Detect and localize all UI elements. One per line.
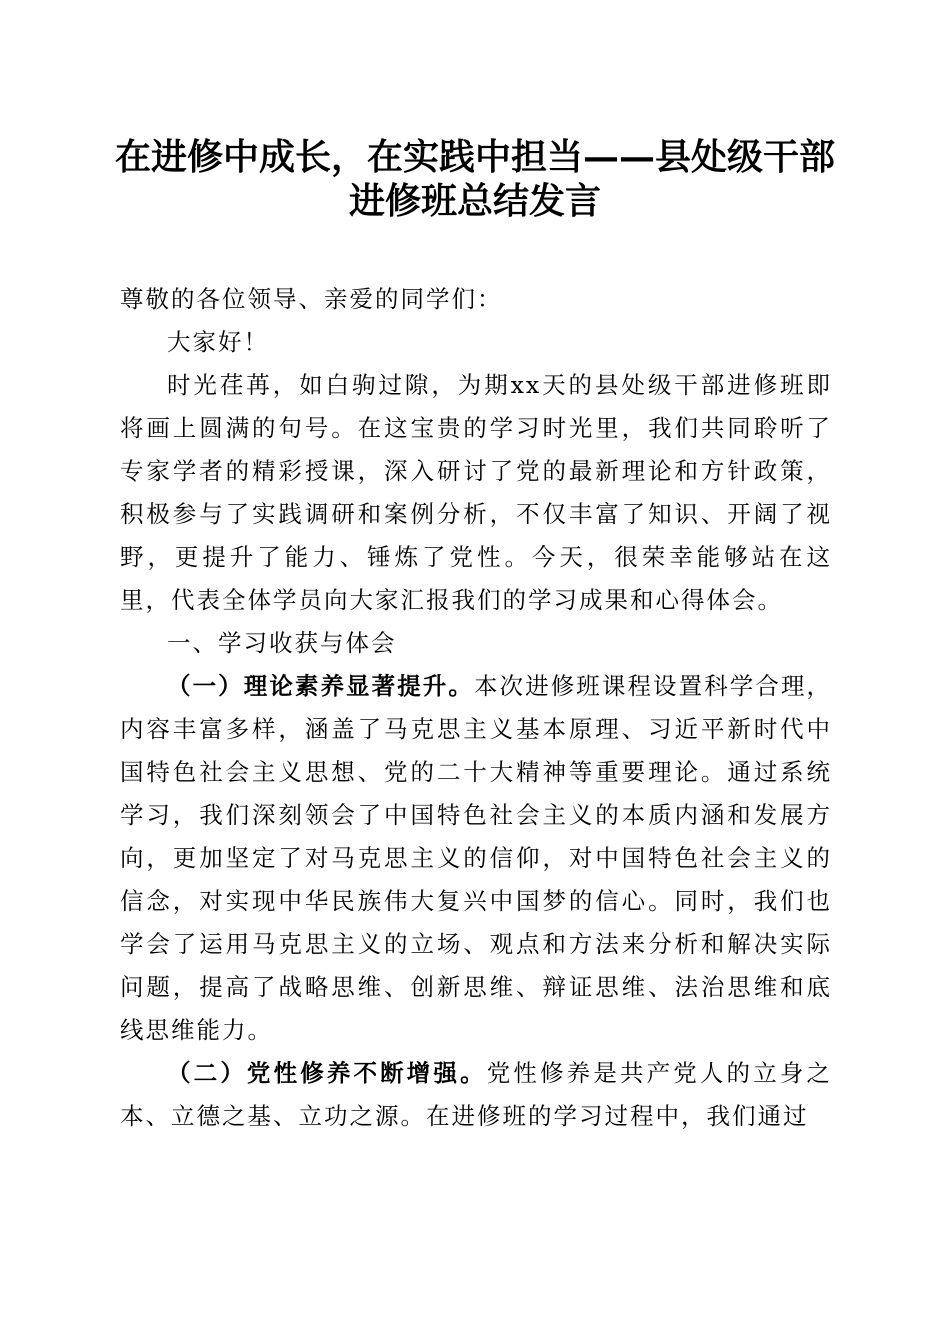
- greeting: 大家好！: [167, 328, 269, 356]
- subsection-2-lead: （二）党性修养不断增强。: [167, 1059, 487, 1087]
- subsection-1-text: 本次进修班课程设置科学合理，内容丰富多样，涵盖了马克思主义基本原理、习近平新时代中国特色社会主义思想、党的二十大精神等重要理论。通过系统学习，我们深刻领会了中国特色社会主义的本质内涵和发展方向，更加坚定了对马克思主义的信仰，对中国特色社会主义的信念，对实现中华民族伟大复兴中国梦的信心。同时，我们也学会了运用马克思主义的立场、观点和方法来分析和解决实际问题，提高了战略思维、创新思维、辩证思维、法治思维和底线思维能力。: [120, 672, 833, 1044]
- intro-paragraph: 时光荏苒，如白驹过隙，为期xx天的县处级干部进修班即将画上圆满的句号。在这宝贵的学习时光里，我们共同聆听了专家学者的精彩授课，深入研讨了党的最新理论和方针政策，积极参与了实践调研和案例分析，不仅丰富了知识、开阔了视野，更提升了能力、锤炼了党性。今天，很荣幸能够站在这里，代表全体学员向大家汇报我们的学习成果和心得体会。: [120, 371, 832, 614]
- subsection-1-paragraph: [120, 665, 832, 1052]
- salutation: 尊敬的各位领导、亲爱的同学们：: [120, 285, 503, 313]
- subsection-2-paragraph: [120, 1052, 832, 1138]
- title-line-2: 进修班总结发言: [348, 180, 601, 222]
- section-heading-1: 一、学习收获与体会: [167, 629, 397, 657]
- subsection-2-text: 党性修养是共产党人的立身之本、立德之基、立功之源。在进修班的学习过程中，我们通过: [120, 1059, 832, 1130]
- document-body: [120, 278, 832, 1138]
- document-title: [100, 135, 850, 223]
- subsection-1-lead: （一）理论素养显著提升。: [167, 672, 474, 700]
- title-line-1: 在进修中成长，在实践中担当——县处级干部: [114, 136, 835, 178]
